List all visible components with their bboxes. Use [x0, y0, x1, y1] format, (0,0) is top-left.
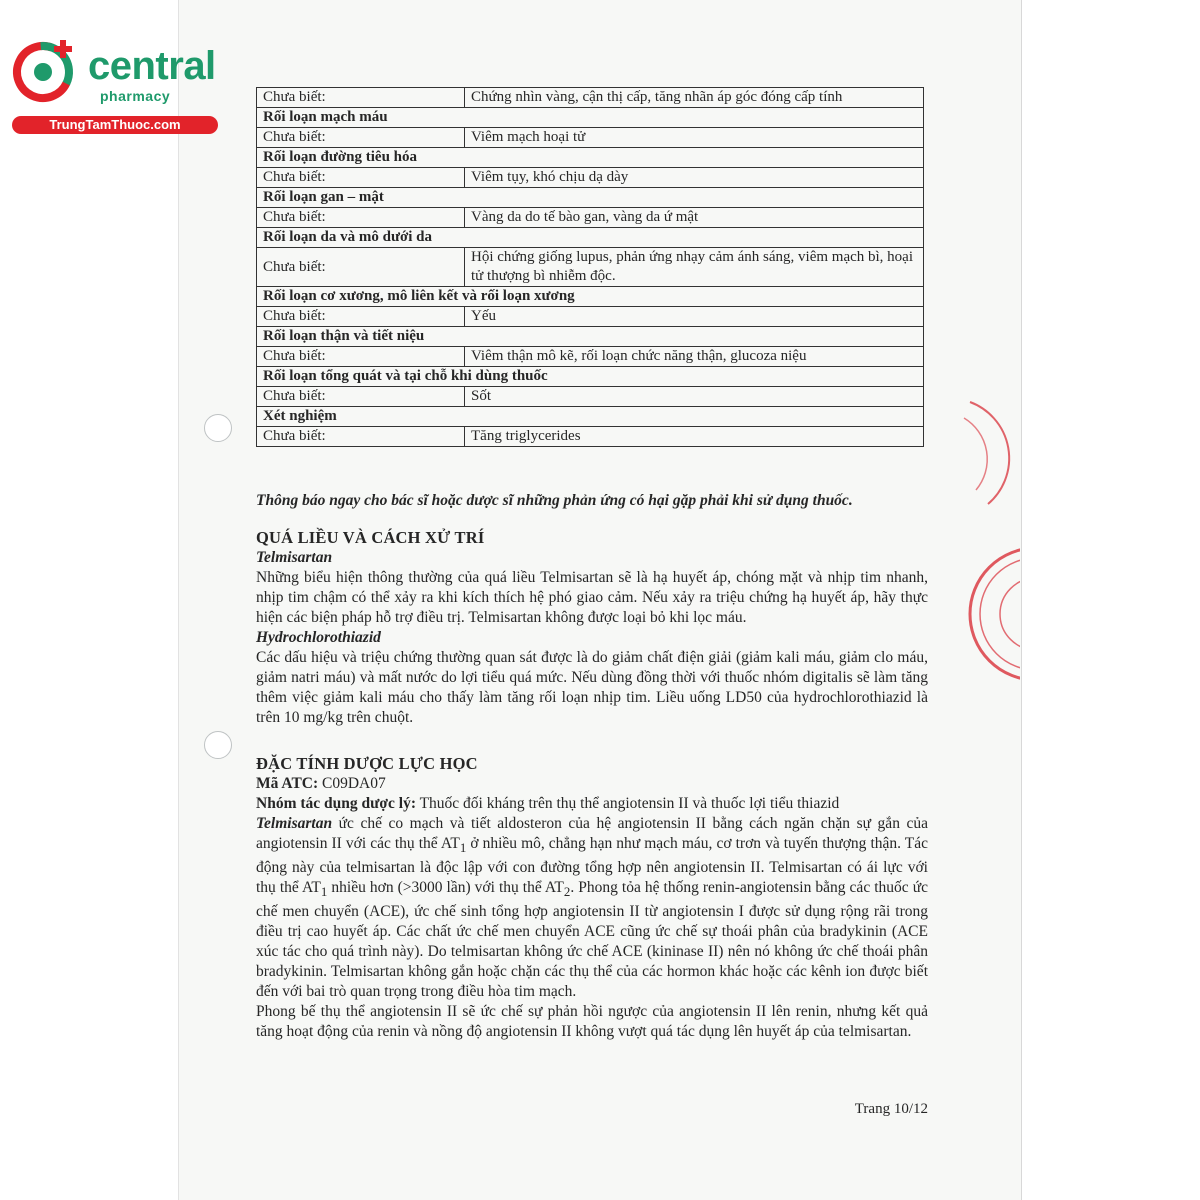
table-row — [257, 208, 924, 228]
table-group-row — [257, 407, 924, 427]
stamp-seal-icon — [960, 398, 1020, 508]
pharmacodynamics-heading: ĐẶC TÍNH DƯỢC LỰC HỌC — [256, 754, 478, 773]
effect-cell: Yếu — [465, 307, 924, 327]
frequency-cell: Chưa biết: — [257, 387, 465, 407]
effect-cell: Viêm mạch hoại tử — [465, 128, 924, 148]
group-label: Nhóm tác dụng dược lý: — [256, 795, 416, 812]
at2-subscript: 2 — [563, 884, 571, 900]
group-heading: Rối loạn da và mô dưới da — [257, 228, 924, 248]
group-heading: Xét nghiệm — [257, 407, 924, 427]
table-group-row — [257, 108, 924, 128]
frequency-cell: Chưa biết: — [257, 168, 465, 188]
logo-sub: pharmacy — [100, 88, 171, 104]
mechanism-part-a: ức chế co mạch và tiết aldosteron của hệ angiotensin II bằng cách ngăn chặn sự gắn của angiotensin II với các thụ thể AT — [256, 815, 928, 852]
overdose-section — [256, 528, 928, 728]
atc-code: C09DA07 — [318, 775, 386, 792]
frequency-cell: Chưa biết: — [257, 347, 465, 367]
telmisartan-subheading: Telmisartan — [256, 549, 333, 566]
table-row — [257, 347, 924, 367]
frequency-cell: Chưa biết: — [257, 248, 465, 287]
stamp-seal-icon — [964, 542, 1020, 686]
hctz-subheading: Hydrochlorothiazid — [256, 629, 381, 646]
warning-text: Thông báo ngay cho bác sĩ hoặc dược sĩ những phản ứng có hại gặp phải khi sử dụng thuốc. — [256, 492, 853, 509]
pharmacy-logo[interactable] — [10, 36, 215, 136]
frequency-cell: Chưa biết: — [257, 307, 465, 327]
atc-label: Mã ATC: — [256, 775, 319, 792]
group-heading: Rối loạn tổng quát và tại chỗ khi dùng thuốc — [257, 367, 924, 387]
telmisartan-lead: Telmisartan — [256, 815, 333, 832]
table-group-row — [257, 367, 924, 387]
group-text: Thuốc đối kháng trên thụ thể angiotensin II và thuốc lợi tiểu thiazid — [415, 795, 840, 812]
scan-margin — [0, 0, 178, 1200]
overdose-heading: QUÁ LIỀU VÀ CÁCH XỬ TRÍ — [256, 528, 485, 547]
group-heading: Rối loạn gan – mật — [257, 188, 924, 208]
effect-cell: Viêm thận mô kẽ, rối loạn chức năng thận, glucoza niệu — [465, 347, 924, 367]
pharmacodynamics-section — [256, 754, 928, 1042]
group-heading: Rối loạn thận và tiết niệu — [257, 327, 924, 347]
table-group-row — [257, 228, 924, 248]
adverse-effects-table — [256, 87, 924, 447]
frequency-cell: Chưa biết: — [257, 427, 465, 447]
at1-subscript-2: 1 — [320, 884, 328, 900]
table-row — [257, 88, 924, 108]
effect-cell: Vàng da do tế bào gan, vàng da ứ mật — [465, 208, 924, 228]
telmisartan-mechanism-text — [256, 814, 928, 1002]
group-heading: Rối loạn cơ xương, mô liên kết và rối loạn xương — [257, 287, 924, 307]
renin-feedback-text: Phong bế thụ thể angiotensin II sẽ ức chế sự phản hồi ngược của angiotensin II lên renin, nhưng kết quả tăng hoạt động của renin và nồng độ angiotensin II không vượt quá tác dụng lên huyết áp của telmisartan. — [256, 1003, 928, 1041]
hctz-overdose-text: Các dấu hiệu và triệu chứng thường quan sát được là do giảm chất điện giải (giảm kali máu, giảm clo máu, giảm natri máu) và mất nước do lợi tiểu quá mức. Nếu dùng đồng thời với thuốc nhóm digitalis sẽ làm tăng thêm việc giảm kali máu cho thấy làm tăng rối loạn nhịp tim. Liều uống LD50 của hydrochlorothiazid là trên 10 mg/kg trên chuột. — [256, 649, 928, 726]
group-heading: Rối loạn mạch máu — [257, 108, 924, 128]
table-row — [257, 387, 924, 407]
effect-cell: Tăng triglycerides — [465, 427, 924, 447]
mechanism-part-c: nhiều hơn (>3000 lần) với thụ thể AT — [327, 879, 564, 897]
mechanism-part-d: . Phong tỏa hệ thống renin-angiotensin bằng các thuốc ức chế men chuyển (ACE), ức chế sinh tổng hợp angiotensin II từ angiotensin I được sử dụng rộng rãi trong điều trị cao huyết áp. Các chất ức chế men chuyển ACE cũng ức chế sự thoái phân của bradykinin (ACE xúc tác cho quá trình này). Do telmisartan không ức chế ACE (kininase II) nên nó không ức chế thoái phân bradykinin. Telmisartan không gắn hoặc chặn các thụ thể của các hormon khác hoặc các kênh ion được biết đến với bai trò quan trọng trong điều hòa tim mạch. — [256, 879, 928, 1001]
table-group-row — [257, 287, 924, 307]
effect-cell: Hội chứng giống lupus, phản ứng nhạy cảm ánh sáng, viêm mạch bì, hoại tử thượng bì nhiễm độc. — [465, 248, 924, 287]
table-row — [257, 128, 924, 148]
logo-url[interactable]: TrungTamThuoc.com — [12, 116, 218, 134]
central-pharmacy-logo-icon — [10, 36, 80, 106]
group-heading: Rối loạn đường tiêu hóa — [257, 148, 924, 168]
effect-cell: Chứng nhìn vàng, cận thị cấp, tăng nhãn áp góc đóng cấp tính — [465, 88, 924, 108]
table-row — [257, 248, 924, 287]
punch-hole — [204, 414, 232, 442]
table-group-row — [257, 188, 924, 208]
pharmacologic-group-line — [256, 794, 928, 814]
effect-cell: Viêm tụy, khó chịu dạ dày — [465, 168, 924, 188]
frequency-cell: Chưa biết: — [257, 208, 465, 228]
page-number: Trang 10/12 — [854, 1101, 928, 1117]
mechanism-part-b: ở nhiều mô, chẳng hạn như mạch máu, cơ trơn và tuyến thượng thận. Tác động này của telmisartan là độc lập với con đường tổng hợp nên angiotensin II. Telmisartan có ái lực với thụ thể AT — [256, 835, 929, 897]
table-row — [257, 427, 924, 447]
table-group-row — [257, 327, 924, 347]
table-row — [257, 307, 924, 327]
telmisartan-overdose-text: Những biểu hiện thông thường của quá liều Telmisartan sẽ là hạ huyết áp, chóng mặt và nhịp tim nhanh, nhịp tim chậm có thể xảy ra khi kích thích hệ phó giao cảm. Nếu xảy ra triệu chứng hạ huyết áp, hãy thực hiện các biện pháp hỗ trợ điều trị. Telmisartan không được loại bỏ khi lọc máu. — [256, 569, 928, 626]
table-group-row — [257, 148, 924, 168]
logo-name: central — [88, 44, 216, 88]
atc-line — [256, 774, 928, 794]
table-row — [257, 168, 924, 188]
at1-subscript: 1 — [459, 840, 467, 856]
punch-hole — [204, 731, 232, 759]
effect-cell: Sốt — [465, 387, 924, 407]
frequency-cell: Chưa biết: — [257, 88, 465, 108]
frequency-cell: Chưa biết: — [257, 128, 465, 148]
